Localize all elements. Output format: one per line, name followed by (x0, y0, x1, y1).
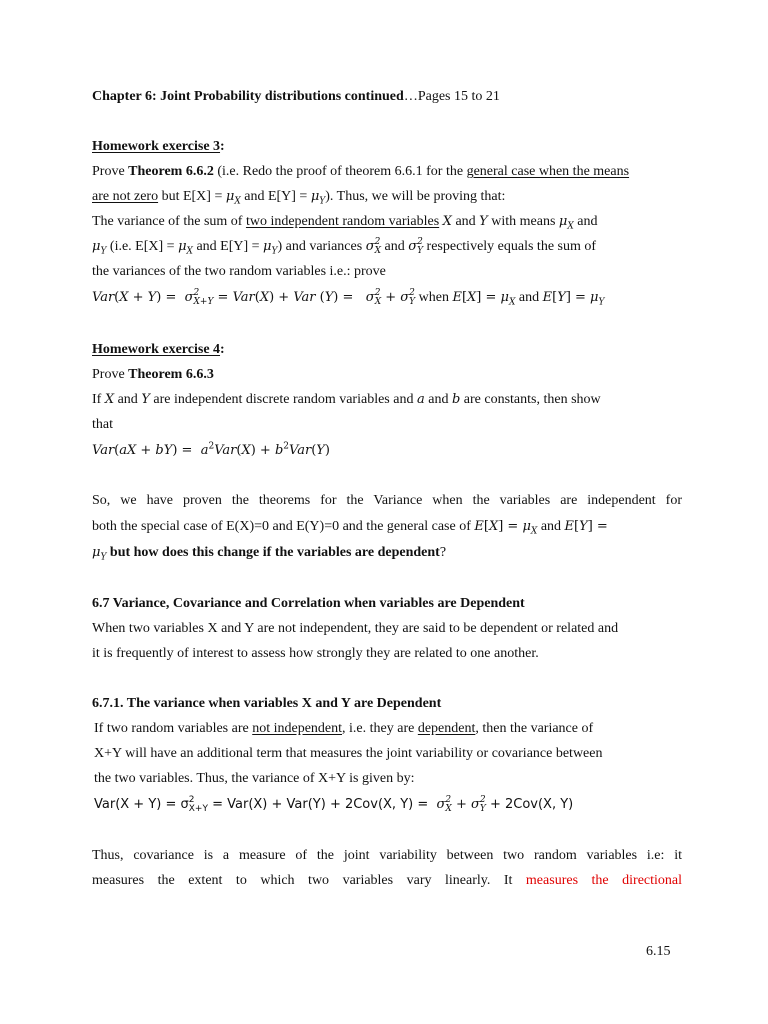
hw3-heading: Homework exercise 3 (92, 139, 221, 154)
hw4-heading-line: Homework exercise 4: (92, 342, 225, 357)
red-highlight-text: measures the directional (525, 873, 682, 888)
hw4-equation: $Var(aX + bY) = a^2Var(X) + b^2Var(Y)$ (92, 441, 330, 458)
hw4-line-2: If X and Y are independent discrete random variables and a and b are constants, then show (92, 392, 601, 407)
section-6-7-1-line-1: If two random variables are not independent, i.e. they are dependent, then the variance of (94, 721, 594, 736)
hw3-heading-line: Homework exercise 3: (92, 139, 225, 154)
page-number: 6.15 (646, 944, 671, 959)
chapter-pages: …Pages 15 to 21 (403, 89, 500, 104)
summary-line-3: $\mu_Y$ but how does this change if the variables are dependent? (92, 545, 447, 563)
hw4-line-3: that (92, 417, 113, 432)
hw3-equation: Var(X + Y) = σ 2 X+Y = Var(X) + Var (Y) = σ 2 X + σ 2 Y when $E[X] = \mu_X$ and $E[Y] = \mu_Y$ (92, 287, 605, 308)
chapter-title-line (92, 87, 682, 107)
theorem-6-6-2: Theorem 6.6.2 (128, 164, 214, 179)
section-6-7-1-line-3: the two variables. Thus, the variance of X+Y is given by: (94, 771, 415, 786)
section-6-7-line-1: When two variables X and Y are not independent, they are said to be dependent or related and (92, 621, 619, 636)
hw3-line-1: Prove Theorem 6.6.2 (i.e. Redo the proof of theorem 6.6.1 for the general case when the means (92, 164, 630, 179)
covariance-equation: Var(X + Y) = σ 2 X+Y = Var(X) + Var(Y) + 2Cov(X, Y) = σ 2 X + σ 2 Y + 2Cov(X, Y) (94, 794, 574, 814)
theorem-6-6-3: Theorem 6.6.3 (128, 367, 214, 382)
chapter-title: Chapter 6: Joint Probability distributions continued (92, 89, 404, 104)
summary-line-2: both the special case of E(X)=0 and E(Y)=0 and the general case of $E[X] = \mu_X$ and E[Y] = (92, 519, 608, 537)
math-mu-x: $\mu_X$ (225, 189, 241, 207)
section-6-7-1-line-2: X+Y will have an additional term that measures the joint variability or covariance between (94, 746, 603, 761)
closing-line-1: Thus, covariance is a measure of the joint variability between two random variables i.e: it (92, 848, 682, 863)
hw3-line-4: $\mu_Y$ (i.e. $E[X] = \mu_X$ and $E[Y] = \mu_Y$) and variances σ 2 X and σ 2 Y respectively equals the sum of (92, 236, 597, 257)
section-6-7-line-2: it is frequently of interest to assess how strongly they are related to one another. (92, 646, 539, 661)
section-6-7-1-heading: 6.7.1. The variance when variables X and Y are Dependent (92, 696, 442, 711)
hw4-heading: Homework exercise 4 (92, 342, 221, 357)
hw3-line-2: are not zero but $E[X] = \mu_X$ and $E[Y] = \mu_Y$). Thus, we will be proving that: (92, 189, 506, 207)
hw4-line-1: Prove Theorem 6.6.3 (92, 367, 214, 382)
math-mu-y: $\mu_Y$ (310, 189, 326, 207)
summary-line-1: So, we have proven the theorems for the Variance when the variables are independent for (92, 493, 682, 508)
section-6-7-heading: 6.7 Variance, Covariance and Correlation when variables are Dependent (92, 596, 525, 611)
hw3-line-3: The variance of the sum of two independent random variables X and Y with means $\mu_X$ and (92, 214, 598, 232)
closing-line-2: measures the extent to which two variables vary linearly. It measures the directional (92, 873, 682, 888)
hw3-line-5: the variances of the two random variables i.e.: prove (92, 264, 386, 279)
